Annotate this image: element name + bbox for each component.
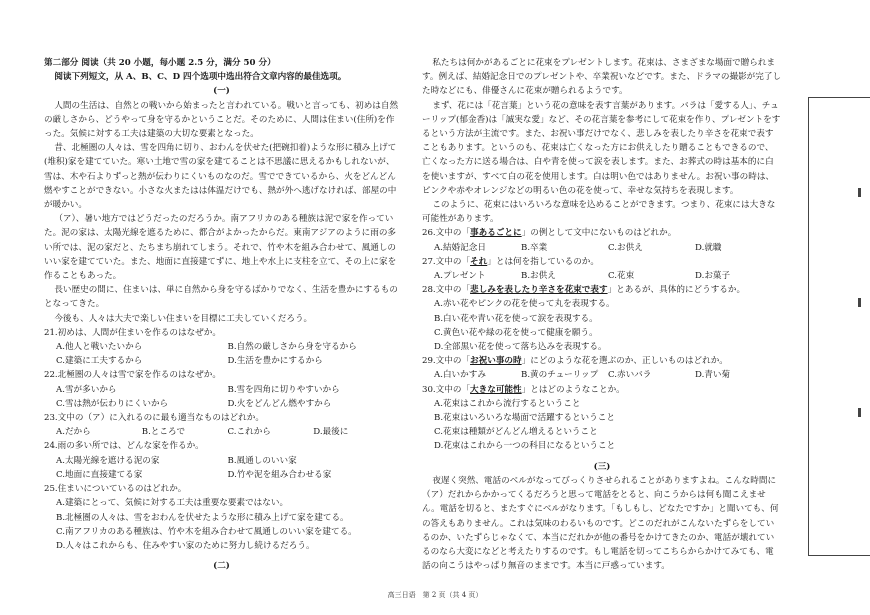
underlined-phrase: それ [470,256,488,267]
answer-option: B.ところで [141,427,186,438]
answer-option: B.お供え [521,271,556,282]
answer-option: D.花束はこれから一つの科目になるということ [434,441,616,452]
passage2-paragraph: 私たちは何かがあるごとに花束をプレゼントします。花束は、さまざまな場面で贈られます。例えば、結婚記念日でのプレゼントや、卒業祝いなどです。また、ドラマの撮影が完了した時などにも、俳優さんに花束が贈られるようです。 [422,58,782,97]
stem-text: 」とあるが、具体的にどうするか。 [607,285,746,296]
answer-option: D.就職 [695,242,722,253]
question-stem: 25.住まいについているのはどれか。 [44,484,187,495]
stem-text: 」とはどのようなことか。 [521,384,625,395]
answer-option: A.建築にとって、気候に対する工夫は重要な要素ではない。 [56,498,289,509]
stem-text: 27.文中の「 [422,256,471,267]
stem-text: 26.文中の「 [422,228,471,239]
answer-option: C.お供え [608,242,643,253]
stem-text: 29.文中の「 [422,356,471,367]
passage2-paragraph: このように、花束にはいろいろな意味を込めることができます。つまり、花束には大きな可能性があります。 [422,200,776,225]
passage1-paragraph: 昔、北極圏の人々は、雪を四角に切り、おわんを伏せた(把碗扣着)ような形に積み上げて(堆积)家を建てていた。寒い土地で雪の家を建てることは不思議に思えるかもしれないが、雪は、木や石よりずっと熱が伝わりにくいものなのだ。雪でできているから、火をどんどん燃やすことができない。小さな火またはは体温だけでも、熱が外へ逃げなければ、部屋の中が暖かい。 [44,143,397,211]
answer-option: D.青い菊 [695,370,731,381]
left-column [44,56,399,573]
questions-left [44,326,399,553]
answer-options [422,241,782,255]
answer-option: C.これから [227,427,271,438]
instructions: 阅读下列短文，从 A、B、C、D 四个选项中选出符合文章内容的最佳选项。 [54,72,347,83]
question-stem [422,354,782,368]
answer-option: A.他人と戦いたいから [56,342,143,353]
margin-tick [858,408,861,417]
answer-option: C.黄色い花や緑の花を使って健康を願う。 [434,327,598,338]
answer-option: D.竹や泥を組み合わせる家 [227,469,332,480]
answer-option: D.最後に [313,427,349,438]
passage1-paragraph: （ア）、暑い地方ではどうだったのだろうか。南アフリカのある種族は泥で家を作っていた。泥の家は、太陽光線を遮るために、都合がよかったからだ。東南アジアのように雨の多い所では、泥の家だと、たちまち崩れてしまう。それで、竹や木を組み合わせて、風通しのいい家を建てていた。また、地面に直接建てずに、地上や水上に支柱を立て、その上に家を作ることもあった。 [44,214,397,282]
answer-option: B.風通しのいい家 [227,455,297,466]
question-stem: 23.文中の（ア）に入れるのに最も適当なものはどれか。 [44,413,264,424]
answer-option: D.全部黒い花を使って落ち込みを表現する。 [434,342,607,353]
answer-options [422,368,782,382]
answer-option: C.建築に工夫するから [56,356,143,367]
passage3-title: (三) [593,461,611,472]
passage1-paragraph: 今後も、人々は大夫で楽しい住まいを目標に工夫していくだろう。 [54,313,313,324]
passage1-paragraph: 人間の生活は、自然との戦いから始まったと言われている。戦いと言っても、初めは自然の厳しさから、どうやって身を守るかということだ。そのために、人間は住まい(住所)を作った。気候に対する工夫は建築の大切な要素となった。 [44,100,399,140]
question-stem [422,283,782,297]
underlined-phrase: 大きな可能性 [470,384,522,395]
answer-option: D.生活を豊かにするから [227,356,323,367]
answer-option: B.白い花や青い花を使って涙を表現する。 [434,313,598,324]
stem-text: 30.文中の「 [422,384,471,395]
answer-option: B.卒業 [521,242,548,253]
passage2-title: (二) [213,561,230,572]
right-column [422,56,782,573]
underlined-phrase: お祝い事の時 [470,356,522,367]
answer-option: C.花束は種類がどんどん増えるということ [434,427,598,438]
answer-option: A.太陽光線を遮ける泥の家 [56,455,160,466]
answer-options [422,397,782,454]
question-stem [422,383,782,397]
answer-option: A.雪が多いから [56,384,117,395]
answer-option: D.人々はこれからも、住みやすい家のために努力し続けるだろう。 [56,540,315,551]
answer-options [44,496,399,553]
answer-option: A.赤い花やピンクの花を使って丸を表現する。 [434,299,615,310]
answer-options [44,340,399,368]
section-header: 第二部分 阅读（共 20 小题，每小题 2.5 分，满分 50 分） [44,58,276,68]
answer-option: C.赤いバラ [608,370,652,381]
question-stem: 21.初めは、人間が住まいを作るのはなぜか。 [44,327,221,338]
answer-option: A.花束はこれから流行するということ [434,398,581,409]
answer-option: D.火をどんどん燃やすから [227,398,332,409]
answer-option: C.花束 [608,271,635,282]
answer-options [44,425,399,439]
answer-options [44,383,399,411]
answer-option: B.黄のチューリップ [521,370,599,381]
passage1-paragraph: 長い歴史の間に、住まいは、単に自然から身を守るばかりでなく、生活を豊かにするものとなってきた。 [44,285,398,310]
answer-options [44,454,399,482]
margin-line [808,97,809,555]
answer-option: C.南アフリカのある種族は、竹や木を組み合わせて風通しのいい家を建てる。 [56,526,357,537]
passage3-paragraph: 夜遅く突然、電話のベルがなってびっくりさせられることがありますよね。こんな時間に（ア）だれからかかってくるだろうと思って電話をとると、向こうからは何も聞こえません。電話を切ると、またすぐにベルがなります。「もしもし、どなたですか」と聞いても、何の答えもありません。これは気味のわるいものです。どこのだれがこんないたずらをしているのか、いたずらじゃなくて、本当にだれかが他の番号をかけてきたのか、電話が壊れているのなら大変になどと考えたりするのです。もし電話を切ってこちらからかけてみても、電話の向こうはやっぱり無音のままです。本当に戸惑っています。 [422,475,779,572]
underlined-phrase: 事あるごとに [470,228,522,239]
stem-text: 」の例として文中にないものはどれか。 [521,228,677,239]
stem-text: 28.文中の「 [422,285,471,296]
answer-options [422,269,782,283]
underlined-phrase: 悲しみを表したり辛さを花束で表す [470,285,608,296]
stem-text: 」とは何を指しているのか。 [487,256,599,267]
answer-option: D.お菓子 [695,271,731,282]
margin-tick [858,298,861,307]
answer-option: C.地面に直接建てる家 [56,469,143,480]
answer-option: C.雪は熱が伝わりにくいから [56,398,169,409]
margin-rule [808,555,870,556]
passage2-paragraph: まず、花には「花言葉」という花の意味を表す言葉があります。バラは「愛する人」、チューリップ(郁金香)は「誠実な愛」など、その花言葉を参考にして花束を作り、プレゼントをするという方法が主流です。また、お祝い事だけでなく、悲しみを表したり辛さを花束で表すこともあります。というのも、花束は亡くなった方にお供えしたり贈ることもできるので、亡くなった方に送る場合は、白や青を使って涙を表します。また、お葬式の時は基本的に白を使いますが、すべて白の花を使用します。白は明い色ではありません。お祝い事の時は、ピンクや赤やオレンジなどの明るい色の花を使って、幸せな気持ちを表現します。 [422,100,781,196]
answer-option: B.北極圏の人々は、雪をおわんを伏せたような形に積み上げて家を建てる。 [56,512,349,523]
stem-text: 」にどのような花を選ぶのか、正しいものはどれか。 [521,356,728,367]
answer-option: A.プレゼント [434,271,486,282]
questions-right [422,226,782,453]
question-stem [422,226,782,240]
answer-option: B.自然の厳しさから身を守るから [227,342,357,353]
answer-option: B.花束はいろいろな場面で活躍するということ [434,413,615,424]
answer-options [422,297,782,354]
margin-tick [858,188,861,197]
passage1-title: (一) [213,86,230,97]
answer-option: A.結婚記念日 [434,242,486,253]
answer-option: A.白いかすみ [434,370,486,381]
question-stem [422,255,782,269]
question-stem: 22.北極圏の人々は雪で家を作るのはなぜか。 [44,370,221,381]
answer-option: B.雪を四角に切りやすいから [227,384,340,395]
question-stem: 24.雨の多い所では、どんな家を作るか。 [44,441,204,452]
page-footer: 高三日语 第 2 页（共 4 页） [387,591,483,599]
answer-option: A.だから [56,427,91,438]
margin-rule [808,97,870,98]
